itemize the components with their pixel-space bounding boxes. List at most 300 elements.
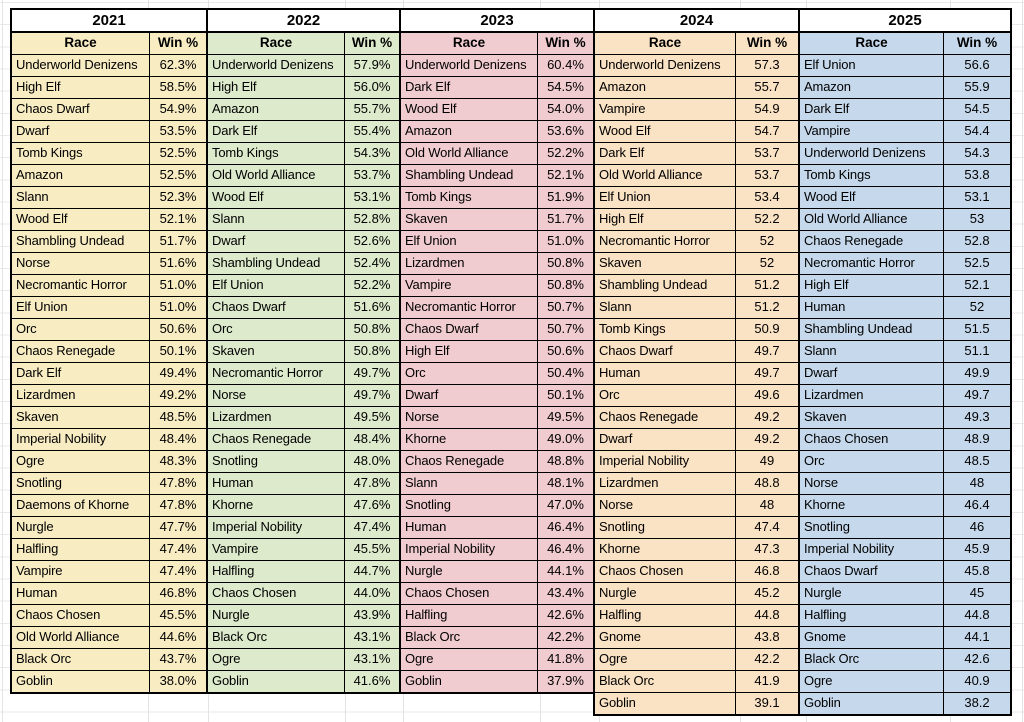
race-cell[interactable]: Nurgle [800, 583, 944, 604]
race-cell[interactable]: Chaos Renegade [12, 341, 150, 362]
race-column-header-cell[interactable]: Race [208, 33, 345, 54]
race-cell[interactable]: Ogre [12, 451, 150, 472]
year-header-cell[interactable]: 2022 [208, 10, 399, 33]
race-cell[interactable]: Norse [401, 407, 538, 428]
win-percent-cell[interactable]: 50.8% [547, 277, 584, 292]
win-percent-cell[interactable]: 56.6 [964, 57, 990, 72]
win-percent-cell[interactable]: 49.4% [159, 365, 197, 380]
win-percent-cell[interactable]: 49.7 [964, 387, 990, 402]
race-cell[interactable]: Amazon [208, 99, 345, 120]
win-percent-cell[interactable]: 46.4 [964, 497, 990, 512]
win-percent-cell[interactable]: 47.4 [754, 519, 780, 534]
race-cell[interactable]: Slann [401, 473, 538, 494]
win-percent-cell[interactable]: 52.1% [547, 167, 584, 182]
race-cell[interactable]: Goblin [208, 671, 345, 692]
race-cell[interactable]: Underworld Denizens [208, 55, 345, 76]
win-percent-cell[interactable]: 51.5 [964, 321, 990, 336]
race-cell[interactable]: Gnome [595, 627, 736, 648]
year-header-cell[interactable]: 2021 [12, 10, 206, 33]
race-cell[interactable]: Necromantic Horror [595, 231, 736, 252]
win-percent-cell[interactable]: 43.8 [754, 629, 780, 644]
win-percent-cell[interactable]: 48 [969, 475, 985, 490]
race-cell[interactable]: Chaos Renegade [800, 231, 944, 252]
race-cell[interactable]: Snotling [800, 517, 944, 538]
race-cell[interactable]: Halfling [595, 605, 736, 626]
win-percent-cell[interactable]: 53.4 [754, 189, 780, 204]
win-percent-cell[interactable]: 50.9 [754, 321, 780, 336]
win-percent-cell[interactable]: 38.0% [159, 673, 197, 688]
race-cell[interactable]: Lizardmen [208, 407, 345, 428]
win-percent-cell[interactable]: 42.2 [754, 651, 780, 666]
win-percent-cell[interactable]: 49.5% [547, 409, 584, 424]
win-percent-cell[interactable]: 41.8% [547, 651, 584, 666]
race-cell[interactable]: Slann [595, 297, 736, 318]
win-percent-cell[interactable]: 49.0% [547, 431, 584, 446]
race-cell[interactable]: Elf Union [12, 297, 150, 318]
race-cell[interactable]: Necromantic Horror [208, 363, 345, 384]
win-percent-cell[interactable]: 54.4 [964, 123, 990, 138]
win-percent-cell[interactable]: 44.6% [159, 629, 197, 644]
race-cell[interactable]: Chaos Chosen [595, 561, 736, 582]
race-cell[interactable]: Dark Elf [800, 99, 944, 120]
race-cell[interactable]: Dwarf [12, 121, 150, 142]
win-percent-column-header-cell[interactable]: Win % [545, 35, 586, 50]
race-cell[interactable]: Chaos Dwarf [401, 319, 538, 340]
win-percent-cell[interactable]: 57.9% [353, 57, 391, 72]
win-percent-column-header-cell[interactable]: Win % [157, 35, 199, 50]
win-percent-cell[interactable]: 53.8 [964, 167, 990, 182]
race-cell[interactable]: Shambling Undead [800, 319, 944, 340]
win-percent-cell[interactable]: 52.2% [547, 145, 584, 160]
race-cell[interactable]: Lizardmen [401, 253, 538, 274]
win-percent-cell[interactable]: 47.8% [159, 475, 197, 490]
race-cell[interactable]: Human [12, 583, 150, 604]
win-percent-cell[interactable]: 48.3% [159, 453, 197, 468]
win-percent-cell[interactable]: 52 [759, 255, 775, 270]
win-percent-cell[interactable]: 47.4% [159, 541, 197, 556]
race-cell[interactable]: Khorne [800, 495, 944, 516]
race-cell[interactable]: Dark Elf [208, 121, 345, 142]
race-cell[interactable]: Orc [401, 363, 538, 384]
race-cell[interactable]: Imperial Nobility [12, 429, 150, 450]
race-cell[interactable]: Dwarf [208, 231, 345, 252]
race-cell[interactable]: Skaven [208, 341, 345, 362]
win-percent-cell[interactable]: 49.7% [353, 365, 391, 380]
race-cell[interactable]: Skaven [12, 407, 150, 428]
win-percent-cell[interactable]: 55.9 [964, 79, 990, 94]
race-cell[interactable]: Old World Alliance [800, 209, 944, 230]
win-percent-cell[interactable]: 48.8% [547, 453, 584, 468]
race-cell[interactable]: Amazon [401, 121, 538, 142]
win-percent-cell[interactable]: 52.1 [964, 277, 990, 292]
race-cell[interactable]: Chaos Renegade [208, 429, 345, 450]
win-percent-cell[interactable]: 52.1% [159, 211, 197, 226]
race-cell[interactable]: Dark Elf [401, 77, 538, 98]
win-percent-cell[interactable]: 50.8% [353, 321, 391, 336]
race-cell[interactable]: Black Orc [595, 671, 736, 692]
race-cell[interactable]: Tomb Kings [800, 165, 944, 186]
win-percent-cell[interactable]: 50.1% [159, 343, 197, 358]
win-percent-cell[interactable]: 52.6% [353, 233, 391, 248]
win-percent-cell[interactable]: 42.6 [964, 651, 990, 666]
race-cell[interactable]: Vampire [12, 561, 150, 582]
win-percent-cell[interactable]: 51.0% [159, 277, 197, 292]
race-cell[interactable]: Black Orc [208, 627, 345, 648]
win-percent-cell[interactable]: 47.8% [159, 497, 197, 512]
win-percent-cell[interactable]: 44.1 [964, 629, 990, 644]
race-cell[interactable]: Halfling [208, 561, 345, 582]
win-percent-cell[interactable]: 49 [759, 453, 775, 468]
win-percent-cell[interactable]: 45.2 [754, 585, 780, 600]
race-cell[interactable]: Khorne [208, 495, 345, 516]
win-percent-cell[interactable]: 51.0% [159, 299, 197, 314]
race-cell[interactable]: Tomb Kings [208, 143, 345, 164]
win-percent-cell[interactable]: 44.0% [353, 585, 391, 600]
race-cell[interactable]: Chaos Dwarf [208, 297, 345, 318]
win-percent-cell[interactable]: 54.7 [754, 123, 780, 138]
race-cell[interactable]: Underworld Denizens [595, 55, 736, 76]
win-percent-cell[interactable]: 50.6% [547, 343, 584, 358]
race-cell[interactable]: Amazon [595, 77, 736, 98]
race-cell[interactable]: Necromantic Horror [401, 297, 538, 318]
win-percent-cell[interactable]: 50.8% [547, 255, 584, 270]
race-cell[interactable]: Chaos Dwarf [12, 99, 150, 120]
race-cell[interactable]: Elf Union [595, 187, 736, 208]
race-cell[interactable]: Necromantic Horror [12, 275, 150, 296]
win-percent-cell[interactable]: 45.9 [964, 541, 990, 556]
race-cell[interactable]: Skaven [800, 407, 944, 428]
win-percent-cell[interactable]: 53 [969, 211, 985, 226]
win-percent-cell[interactable]: 49.2% [159, 387, 197, 402]
race-cell[interactable]: Wood Elf [12, 209, 150, 230]
win-percent-cell[interactable]: 50.4% [547, 365, 584, 380]
race-cell[interactable]: Shambling Undead [208, 253, 345, 274]
race-cell[interactable]: Dwarf [595, 429, 736, 450]
race-cell[interactable]: Norse [800, 473, 944, 494]
win-percent-cell[interactable]: 52.5% [159, 145, 197, 160]
race-column-header-cell[interactable]: Race [595, 33, 736, 54]
race-cell[interactable]: Old World Alliance [595, 165, 736, 186]
win-percent-cell[interactable]: 43.1% [353, 651, 391, 666]
win-percent-cell[interactable]: 49.7% [353, 387, 391, 402]
race-cell[interactable]: Chaos Renegade [595, 407, 736, 428]
win-percent-cell[interactable]: 53.7 [754, 167, 780, 182]
win-percent-cell[interactable]: 53.1 [964, 189, 990, 204]
win-percent-cell[interactable]: 51.6% [353, 299, 391, 314]
win-percent-cell[interactable]: 52.3% [159, 189, 197, 204]
win-percent-cell[interactable]: 49.2 [754, 431, 780, 446]
win-percent-cell[interactable]: 41.6% [353, 673, 391, 688]
win-percent-cell[interactable]: 47.3 [754, 541, 780, 556]
race-cell[interactable]: Snotling [401, 495, 538, 516]
win-percent-cell[interactable]: 53.6% [547, 123, 584, 138]
win-percent-cell[interactable]: 52.8% [353, 211, 391, 226]
race-cell[interactable]: Wood Elf [595, 121, 736, 142]
year-header-cell[interactable]: 2024 [595, 10, 798, 33]
race-cell[interactable]: Norse [595, 495, 736, 516]
race-cell[interactable]: Nurgle [595, 583, 736, 604]
win-percent-cell[interactable]: 51.9% [547, 189, 584, 204]
win-percent-cell[interactable]: 44.8 [754, 607, 780, 622]
race-cell[interactable]: Human [401, 517, 538, 538]
win-percent-cell[interactable]: 52 [969, 299, 985, 314]
win-percent-column-header-cell[interactable]: Win % [351, 35, 393, 50]
win-percent-cell[interactable]: 45.5% [353, 541, 391, 556]
win-percent-cell[interactable]: 51.2 [754, 299, 780, 314]
win-percent-cell[interactable]: 55.4% [353, 123, 391, 138]
win-percent-cell[interactable]: 48.4% [353, 431, 391, 446]
race-cell[interactable]: Vampire [800, 121, 944, 142]
race-cell[interactable]: Khorne [401, 429, 538, 450]
race-cell[interactable]: Underworld Denizens [401, 55, 538, 76]
win-percent-cell[interactable]: 37.9% [547, 673, 584, 688]
race-cell[interactable]: Shambling Undead [401, 165, 538, 186]
race-cell[interactable]: Tomb Kings [401, 187, 538, 208]
year-header-cell[interactable]: 2023 [401, 10, 593, 33]
race-cell[interactable]: Dark Elf [595, 143, 736, 164]
win-percent-cell[interactable]: 46.4% [547, 541, 584, 556]
race-cell[interactable]: Nurgle [208, 605, 345, 626]
race-cell[interactable]: Slann [800, 341, 944, 362]
win-percent-cell[interactable]: 52.4% [353, 255, 391, 270]
win-percent-cell[interactable]: 47.0% [547, 497, 584, 512]
win-percent-cell[interactable]: 58.5% [159, 79, 197, 94]
race-cell[interactable]: Wood Elf [800, 187, 944, 208]
race-cell[interactable]: Ogre [208, 649, 345, 670]
race-cell[interactable]: Wood Elf [401, 99, 538, 120]
win-percent-cell[interactable]: 54.5 [964, 101, 990, 116]
race-cell[interactable]: Tomb Kings [12, 143, 150, 164]
race-cell[interactable]: Goblin [595, 693, 736, 714]
race-cell[interactable]: Snotling [208, 451, 345, 472]
race-cell[interactable]: Goblin [401, 671, 538, 692]
race-cell[interactable]: Orc [595, 385, 736, 406]
race-cell[interactable]: Halfling [12, 539, 150, 560]
race-cell[interactable]: Vampire [208, 539, 345, 560]
win-percent-cell[interactable]: 54.3 [964, 145, 990, 160]
win-percent-cell[interactable]: 43.4% [547, 585, 584, 600]
race-cell[interactable]: Lizardmen [800, 385, 944, 406]
win-percent-cell[interactable]: 53.7% [353, 167, 391, 182]
race-cell[interactable]: High Elf [595, 209, 736, 230]
win-percent-cell[interactable]: 48.5% [159, 409, 197, 424]
win-percent-cell[interactable]: 45.5% [159, 607, 197, 622]
win-percent-cell[interactable]: 54.0% [547, 101, 584, 116]
race-cell[interactable]: Lizardmen [12, 385, 150, 406]
win-percent-cell[interactable]: 40.9 [964, 673, 990, 688]
win-percent-cell[interactable]: 52 [759, 233, 775, 248]
race-cell[interactable]: Dark Elf [12, 363, 150, 384]
race-cell[interactable]: High Elf [12, 77, 150, 98]
race-cell[interactable]: Tomb Kings [595, 319, 736, 340]
race-cell[interactable]: Amazon [12, 165, 150, 186]
win-percent-cell[interactable]: 57.3 [754, 57, 780, 72]
win-percent-cell[interactable]: 47.7% [159, 519, 197, 534]
win-percent-cell[interactable]: 52.2% [353, 277, 391, 292]
race-cell[interactable]: Human [208, 473, 345, 494]
win-percent-cell[interactable]: 47.8% [353, 475, 391, 490]
race-cell[interactable]: Necromantic Horror [800, 253, 944, 274]
race-cell[interactable]: Ogre [401, 649, 538, 670]
race-cell[interactable]: Norse [12, 253, 150, 274]
race-cell[interactable]: Underworld Denizens [800, 143, 944, 164]
win-percent-cell[interactable]: 46 [969, 519, 985, 534]
race-cell[interactable]: Elf Union [800, 55, 944, 76]
win-percent-cell[interactable]: 48.8 [754, 475, 780, 490]
race-cell[interactable]: Norse [208, 385, 345, 406]
race-cell[interactable]: Chaos Renegade [401, 451, 538, 472]
race-cell[interactable]: Halfling [800, 605, 944, 626]
win-percent-cell[interactable]: 46.8 [754, 563, 780, 578]
race-cell[interactable]: Orc [800, 451, 944, 472]
race-cell[interactable]: Chaos Chosen [208, 583, 345, 604]
race-cell[interactable]: Nurgle [12, 517, 150, 538]
win-percent-cell[interactable]: 45.8 [964, 563, 990, 578]
win-percent-cell[interactable]: 51.1 [964, 343, 990, 358]
win-percent-cell[interactable]: 38.2 [964, 695, 990, 710]
win-percent-cell[interactable]: 52.8 [964, 233, 990, 248]
win-percent-cell[interactable]: 52.5% [159, 167, 197, 182]
race-column-header-cell[interactable]: Race [401, 33, 538, 54]
race-cell[interactable]: Lizardmen [595, 473, 736, 494]
race-cell[interactable]: Chaos Chosen [401, 583, 538, 604]
race-cell[interactable]: Halfling [401, 605, 538, 626]
win-percent-cell[interactable]: 47.4% [159, 563, 197, 578]
win-percent-cell[interactable]: 50.7% [547, 299, 584, 314]
win-percent-cell[interactable]: 56.0% [353, 79, 391, 94]
race-cell[interactable]: Khorne [595, 539, 736, 560]
win-percent-cell[interactable]: 51.7% [547, 211, 584, 226]
race-cell[interactable]: Black Orc [401, 627, 538, 648]
race-cell[interactable]: Skaven [401, 209, 538, 230]
race-cell[interactable]: Shambling Undead [595, 275, 736, 296]
race-cell[interactable]: Nurgle [401, 561, 538, 582]
win-percent-cell[interactable]: 49.7 [754, 365, 780, 380]
win-percent-cell[interactable]: 62.3% [159, 57, 197, 72]
win-percent-cell[interactable]: 43.7% [159, 651, 197, 666]
race-cell[interactable]: Black Orc [800, 649, 944, 670]
win-percent-cell[interactable]: 43.9% [353, 607, 391, 622]
win-percent-cell[interactable]: 53.5% [159, 123, 197, 138]
race-cell[interactable]: Ogre [595, 649, 736, 670]
win-percent-cell[interactable]: 49.9 [964, 365, 990, 380]
race-cell[interactable]: Goblin [12, 671, 150, 692]
race-cell[interactable]: Old World Alliance [208, 165, 345, 186]
win-percent-column-header-cell[interactable]: Win % [956, 35, 998, 50]
win-percent-cell[interactable]: 44.7% [353, 563, 391, 578]
race-cell[interactable]: Gnome [800, 627, 944, 648]
race-cell[interactable]: Snotling [595, 517, 736, 538]
win-percent-cell[interactable]: 52.5 [964, 255, 990, 270]
race-cell[interactable]: Human [800, 297, 944, 318]
win-percent-cell[interactable]: 49.2 [754, 409, 780, 424]
race-cell[interactable]: High Elf [800, 275, 944, 296]
race-cell[interactable]: Dwarf [800, 363, 944, 384]
race-cell[interactable]: Dwarf [401, 385, 538, 406]
win-percent-cell[interactable]: 46.4% [547, 519, 584, 534]
race-cell[interactable]: Vampire [401, 275, 538, 296]
win-percent-cell[interactable]: 42.2% [547, 629, 584, 644]
race-cell[interactable]: Imperial Nobility [401, 539, 538, 560]
race-cell[interactable]: Wood Elf [208, 187, 345, 208]
race-cell[interactable]: Chaos Chosen [800, 429, 944, 450]
win-percent-cell[interactable]: 48 [759, 497, 775, 512]
win-percent-cell[interactable]: 48.1% [547, 475, 584, 490]
race-cell[interactable]: High Elf [208, 77, 345, 98]
win-percent-cell[interactable]: 49.6 [754, 387, 780, 402]
win-percent-cell[interactable]: 48.0% [353, 453, 391, 468]
race-cell[interactable]: High Elf [401, 341, 538, 362]
race-cell[interactable]: Imperial Nobility [208, 517, 345, 538]
race-cell[interactable]: Amazon [800, 77, 944, 98]
race-cell[interactable]: Shambling Undead [12, 231, 150, 252]
win-percent-cell[interactable]: 50.7% [547, 321, 584, 336]
win-percent-cell[interactable]: 49.5% [353, 409, 391, 424]
race-cell[interactable]: Old World Alliance [12, 627, 150, 648]
race-cell[interactable]: Elf Union [401, 231, 538, 252]
win-percent-cell[interactable]: 51.0% [547, 233, 584, 248]
win-percent-cell[interactable]: 51.7% [159, 233, 197, 248]
win-percent-cell[interactable]: 60.4% [547, 57, 584, 72]
win-percent-cell[interactable]: 55.7% [353, 101, 391, 116]
win-percent-cell[interactable]: 47.4% [353, 519, 391, 534]
race-cell[interactable]: Imperial Nobility [800, 539, 944, 560]
race-cell[interactable]: Slann [12, 187, 150, 208]
race-cell[interactable]: Old World Alliance [401, 143, 538, 164]
race-cell[interactable]: Slann [208, 209, 345, 230]
win-percent-cell[interactable]: 53.1% [353, 189, 391, 204]
win-percent-column-header-cell[interactable]: Win % [746, 35, 788, 50]
race-cell[interactable]: Orc [12, 319, 150, 340]
race-cell[interactable]: Vampire [595, 99, 736, 120]
win-percent-cell[interactable]: 43.1% [353, 629, 391, 644]
win-percent-cell[interactable]: 54.5% [547, 79, 584, 94]
year-header-cell[interactable]: 2025 [800, 10, 1010, 33]
race-cell[interactable]: Human [595, 363, 736, 384]
win-percent-cell[interactable]: 41.9 [754, 673, 780, 688]
win-percent-cell[interactable]: 50.8% [353, 343, 391, 358]
race-cell[interactable]: Chaos Dwarf [595, 341, 736, 362]
race-cell[interactable]: Chaos Chosen [12, 605, 150, 626]
win-percent-cell[interactable]: 48.9 [964, 431, 990, 446]
win-percent-cell[interactable]: 54.3% [353, 145, 391, 160]
win-percent-cell[interactable]: 42.6% [547, 607, 584, 622]
win-percent-cell[interactable]: 45 [969, 585, 985, 600]
win-percent-cell[interactable]: 50.6% [159, 321, 197, 336]
win-percent-cell[interactable]: 44.1% [547, 563, 584, 578]
race-cell[interactable]: Snotling [12, 473, 150, 494]
win-percent-cell[interactable]: 54.9 [754, 101, 780, 116]
race-cell[interactable]: Orc [208, 319, 345, 340]
win-percent-cell[interactable]: 55.7 [754, 79, 780, 94]
win-percent-cell[interactable]: 48.5 [964, 453, 990, 468]
race-cell[interactable]: Chaos Dwarf [800, 561, 944, 582]
win-percent-cell[interactable]: 51.6% [159, 255, 197, 270]
win-percent-cell[interactable]: 53.7 [754, 145, 780, 160]
win-percent-cell[interactable]: 47.6% [353, 497, 391, 512]
race-cell[interactable]: Elf Union [208, 275, 345, 296]
win-percent-cell[interactable]: 51.2 [754, 277, 780, 292]
win-percent-cell[interactable]: 49.3 [964, 409, 990, 424]
race-column-header-cell[interactable]: Race [12, 33, 150, 54]
win-percent-cell[interactable]: 52.2 [754, 211, 780, 226]
race-cell[interactable]: Daemons of Khorne [12, 495, 150, 516]
win-percent-cell[interactable]: 39.1 [754, 695, 780, 710]
race-cell[interactable]: Black Orc [12, 649, 150, 670]
win-percent-cell[interactable]: 44.8 [964, 607, 990, 622]
race-cell[interactable]: Goblin [800, 693, 944, 714]
win-percent-cell[interactable]: 50.1% [547, 387, 584, 402]
